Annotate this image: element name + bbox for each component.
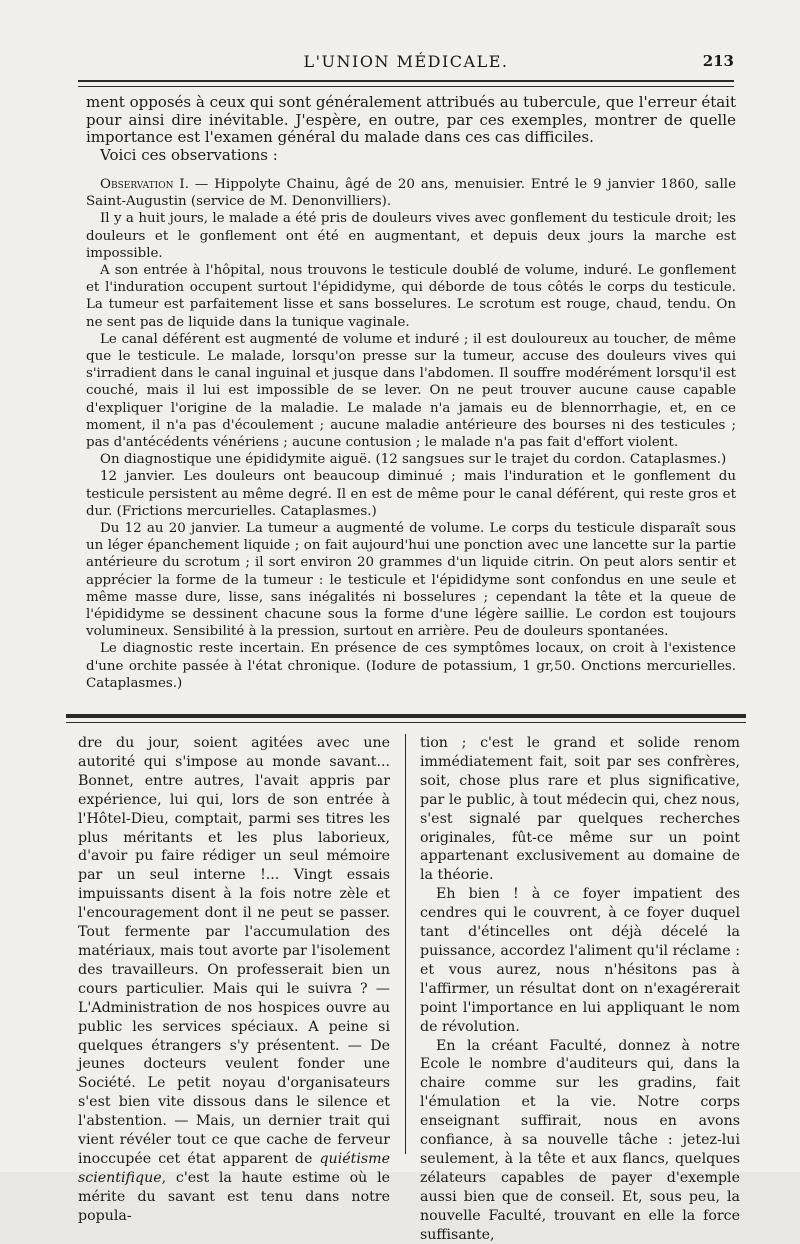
observation-paragraph: Du 12 au 20 janvier. La tumeur a augmenté de volume. Le corps du testicule disparaît sous un léger épanchement liquide ; on fait aujourd'hui une ponction avec une lancette sur la partie antérieure du scrotum ; il sort environ 20 grammes d'un liquide citrin. On peut alors sentir et apprécier la forme de la tumeur : le testicule et l'épididyme sont confondus en une seule et même masse dure, lisse, sans inégalités ni bosselures ; cependant la tête et la queue de l'épididyme se dessinent chacune sous la forme d'une légère saillie. Le cordon est toujours volumineux. Sensibilité à la pression, surtout en arrière. Peu de douleurs spontanées. [86, 520, 736, 640]
section-rule-thick [66, 714, 746, 718]
observation-patient: — Hippolyte Chainu, âgé de 20 ans, menuisier. Entré le 9 janvier 1860, salle Saint-Augustin (service de M. Denonvilliers). [86, 177, 736, 209]
italic-phrase: quiétisme scientifique [78, 1151, 390, 1186]
clinical-observation-section [86, 94, 736, 692]
intro-lead: Voici ces observations : [86, 147, 736, 165]
page-number: 213 [703, 52, 734, 70]
column-text: , c'est la haute estime où le mérite du savant est tenu dans notre popula- [78, 1170, 390, 1224]
column-paragraph [78, 734, 390, 1226]
column-divider [405, 734, 406, 1154]
observation-label: Observation I. [100, 177, 189, 192]
page-header [78, 52, 734, 76]
column-text: dre du jour, soient agitées avec une autorité qui s'impose au monde savant... Bonnet, entre autres, l'avait appris par expérience, lui qui, lors de son entrée à l'Hôtel-Dieu, comptait, parmi ses titres les plus méritants et les plus laborieux, d'avoir pu faire rédiger un seul mémoire par un seul interne !... Vingt essais impuissants disent à la fois notre zèle et l'encouragement dont il ne peut se passer. Tout fermente par l'accumulation des matériaux, mais tout avorte par l'isolement des travailleurs. On professerait bien un cours particulier. Mais qui le suivra ? — L'Administration de nos hospices ouvre au public les services spéciaux. A peine si quelques étrangers s'y présentent. — De jeunes docteurs veulent fonder une Société. Le petit noyau d'organisateurs s'est bien vite dissous dans le silence et l'abstention. — Mais, un dernier trait qui vient révéler tout ce que cache de ferveur inoccupée cet état apparent de [78, 735, 390, 1167]
observation-paragraph: On diagnostique une épididymite aiguë. (12 sangsues sur le trajet du cordon. Cataplasmes.) [86, 451, 736, 468]
header-rule-thick [78, 80, 734, 82]
running-title: L'UNION MÉDICALE. [78, 52, 734, 71]
column-paragraph: Eh bien ! à ce foyer impatient des cendres qui le couvrent, à ce foyer duquel tant d'étincelles ont déjà décelé la puissance, accordez l'aliment qu'il réclame : et vous aurez, nous n'hésitons pas à l'affirmer, un résultat dont on n'exagérerait point l'importance en lui appliquant le nom de révolution. [420, 885, 740, 1036]
observation-paragraph: Le diagnostic reste incertain. En présence de ces symptômes locaux, on croit à l'existence d'une orchite passée à l'état chronique. (Iodure de potassium, 1 gr,50. Onctions mercurielles. Cataplasmes.) [86, 640, 736, 692]
observation-paragraph: Le canal déférent est augmenté de volume et induré ; il est douloureux au toucher, de même que le testicule. Le malade, lorsqu'on presse sur la tumeur, accuse des douleurs vives qui s'irradient dans le canal inguinal et jusque dans l'abdomen. Il souffre modérément lorsqu'il est couché, mais il lui est impossible de se lever. On ne peut trouver aucune cause capable d'expliquer l'origine de la maladie. Le malade n'a jamais eu de blennorrhagie, et, en ce moment, il n'a pas d'écoulement ; aucune maladie antérieure des bourses ni des testicules ; pas d'antécédents vénériens ; aucune contusion ; le malade n'a pas fait d'effort violent. [86, 331, 736, 451]
feuilleton-left-column [78, 734, 390, 1226]
column-paragraph: tion ; c'est le grand et solide renom immédiatement fait, soit par ses confrères, soit, chose plus rare et plus significative, par le public, à tout médecin qui, chez nous, s'est signalé par quelques recherches originales, fût-ce même sur un point appartenant exclusivement au domaine de la théorie. [420, 734, 740, 885]
observation-heading [86, 176, 736, 210]
section-rule-thin [66, 722, 746, 723]
observation-paragraph: A son entrée à l'hôpital, nous trouvons le testicule doublé de volume, induré. Le gonflement et l'induration occupent surtout l'épididyme, qui déborde de tous côtés le corps du testicule. La tumeur est parfaitement lisse et sans bosselures. Le scrotum est rouge, chaud, tendu. On ne sent pas de liquide dans la tunique vaginale. [86, 262, 736, 331]
header-rule-thin [78, 86, 734, 87]
observation-paragraph: Il y a huit jours, le malade a été pris de douleurs vives avec gonflement du testicule droit; les douleurs et le gonflement ont été en augmentant, et depuis deux jours la marche est impossible. [86, 210, 736, 262]
intro-paragraph: ment opposés à ceux qui sont généralement attribués au tubercule, que l'erreur était pour ainsi dire inévitable. J'espère, en outre, par ces exemples, montrer de quelle importance est l'examen général du malade dans ces cas difficiles. [86, 94, 736, 147]
observation-paragraph: 12 janvier. Les douleurs ont beaucoup diminué ; mais l'induration et le gonflement du testicule persistent au même degré. Il en est de même pour le canal déférent, qui reste gros et dur. (Frictions mercurielles. Cataplasmes.) [86, 468, 736, 520]
feuilleton-right-column [420, 734, 740, 1244]
column-paragraph: En la créant Faculté, donnez à notre Ecole le nombre d'auditeurs qui, dans la chaire comme sur les gradins, fait l'émulation et la vie. Notre corps enseignant suffirait, nous en avons confiance, à sa nouvelle tâche : jetez-lui seulement, à la tête et aux flancs, quelques zélateurs capables de payer d'exemple aussi bien que de conseil. Et, sous peu, la nouvelle Faculté, trouvant en elle la force suffisante, [420, 1037, 740, 1244]
